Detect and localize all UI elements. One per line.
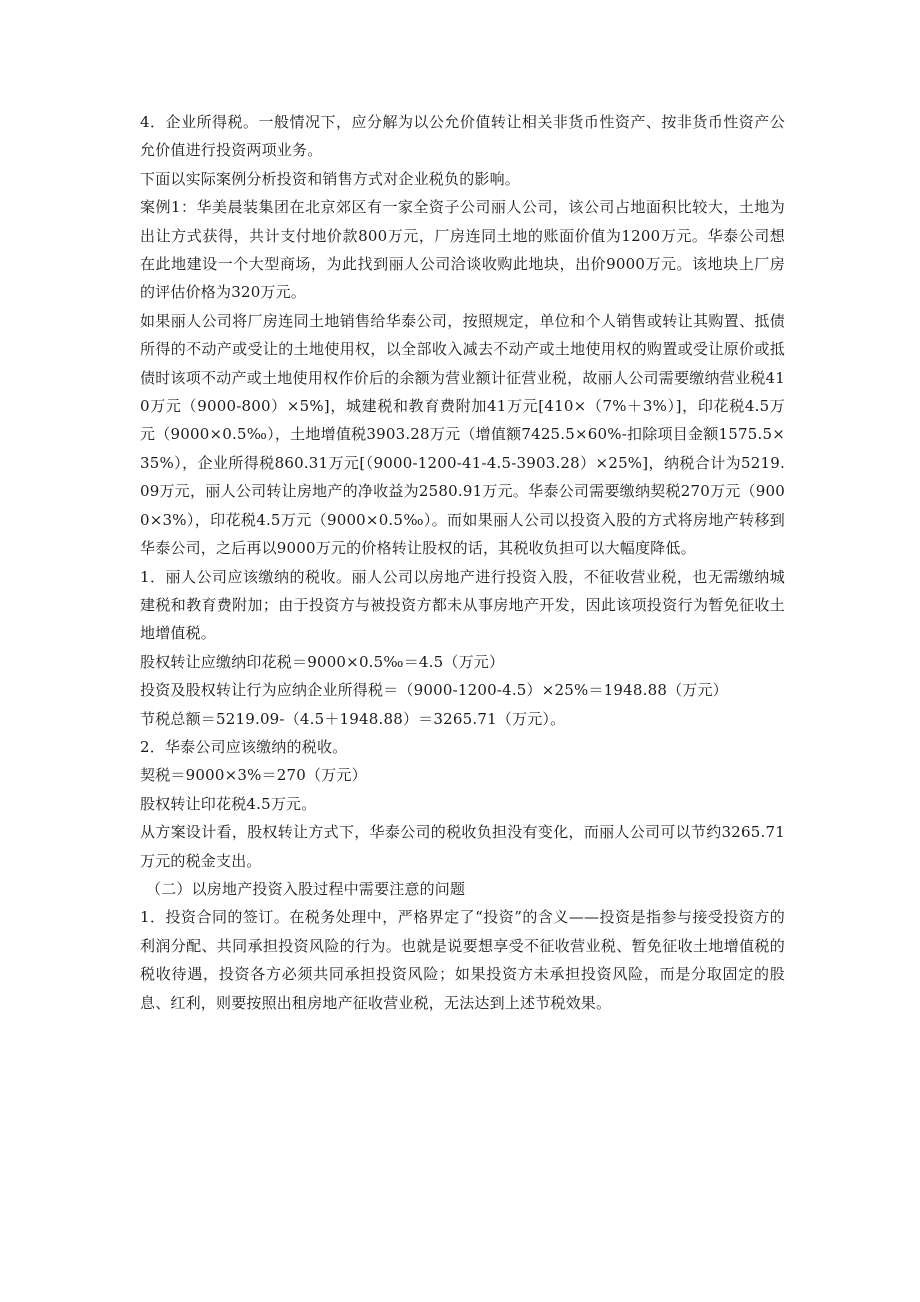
paragraph-income-tax-calc: 投资及股权转让行为应纳企业所得税＝（9000-1200-4.5）×25%＝1948.88（万元） <box>140 681 728 700</box>
paragraph-case-intro: 下面以实际案例分析投资和销售方式对企业税负的影响。 <box>140 169 521 188</box>
paragraph-investment-contract: 1．投资合同的签订。在税务处理中，严格界定了“投资”的含义——投资是指参与接受投资方的利润分配、共同承担投资风险的行为。也就是说要想享受不征收营业税、暂免征收土地增值税的税收待遇，投资各方必须共同承担投资风险；如果投资方未承担投资风险，而是分取固定的股息、红利，则要按照出租房地产征收营业税，无法达到上述节税效果。 <box>140 908 785 1012</box>
paragraph-case-1: 案例1：华美晨装集团在北京郊区有一家全资子公司丽人公司，该公司占地面积比较大，土地为出让方式获得，共计支付地价款800万元，厂房连同土地的账面价值为1200万元。华泰公司想在此地建设一个大型商场，为此找到丽人公司洽谈收购此地块，出价9000万元。该地块上厂房的评估价格为320万元。 <box>140 198 785 302</box>
section-heading-issues: （二）以房地产投资入股过程中需要注意的问题 <box>146 879 466 898</box>
paragraph-share-transfer-stamp: 股权转让印花税4.5万元。 <box>140 794 317 813</box>
paragraph-tax-saving-calc: 节税总额＝5219.09-（4.5＋1948.88）＝3265.71（万元）。 <box>140 709 566 728</box>
paragraph-stamp-duty-calc: 股权转让应缴纳印花税＝9000×0.5‰＝4.5（万元） <box>140 652 505 671</box>
paragraph-sale-scenario: 如果丽人公司将厂房连同土地销售给华泰公司，按照规定，单位和个人销售或转让其购置、抵债所得的不动产或受让的土地使用权，以全部收入减去不动产或土地使用权的购置或受让原价或抵债时该项不动产或土地使用权作价后的余额为营业额计征营业税，故丽人公司需要缴纳营业税410万元（9000-800）×5%]，城建税和教育费附加41万元[410×（7%＋3%）]，印花税4.5万元（9000×0.5‰），土地增值税3903.28万元（增值额7425.5×60%-扣除项目金额1575.5×35%），企业所得税860.31万元[（9000-1200-41-4.5-3903.28）×25%]，纳税合计为5219.09万元，丽人公司转让房地产的净收益为2580.91万元。华泰公司需要缴纳契税270万元（9000×3%），印花税4.5万元（9000×0.5‰）。而如果丽人公司以投资入股的方式将房地产转移到华泰公司，之后再以9000万元的价格转让股权的话，其税收负担可以大幅度降低。 <box>140 311 785 558</box>
paragraph-huatai-taxes: 2．华泰公司应该缴纳的税收。 <box>140 737 348 756</box>
paragraph-scheme-conclusion: 从方案设计看，股权转让方式下，华泰公司的税收负担没有变化，而丽人公司可以节约3265.71万元的税金支出。 <box>140 823 785 870</box>
paragraph-deed-tax-calc: 契税＝9000×3%＝270（万元） <box>140 766 367 785</box>
paragraph-liren-taxes: 1．丽人公司应该缴纳的税收。丽人公司以房地产进行投资入股，不征收营业税，也无需缴纳城建税和教育费附加；由于投资方与被投资方都未从事房地产开发，因此该项投资行为暂免征收土地增值税。 <box>140 567 785 643</box>
document-body <box>140 108 785 1017</box>
paragraph-enterprise-income-tax: 4．企业所得税。一般情况下，应分解为以公允价值转让相关非货币性资产、按非货币性资产公允价值进行投资两项业务。 <box>140 113 785 160</box>
